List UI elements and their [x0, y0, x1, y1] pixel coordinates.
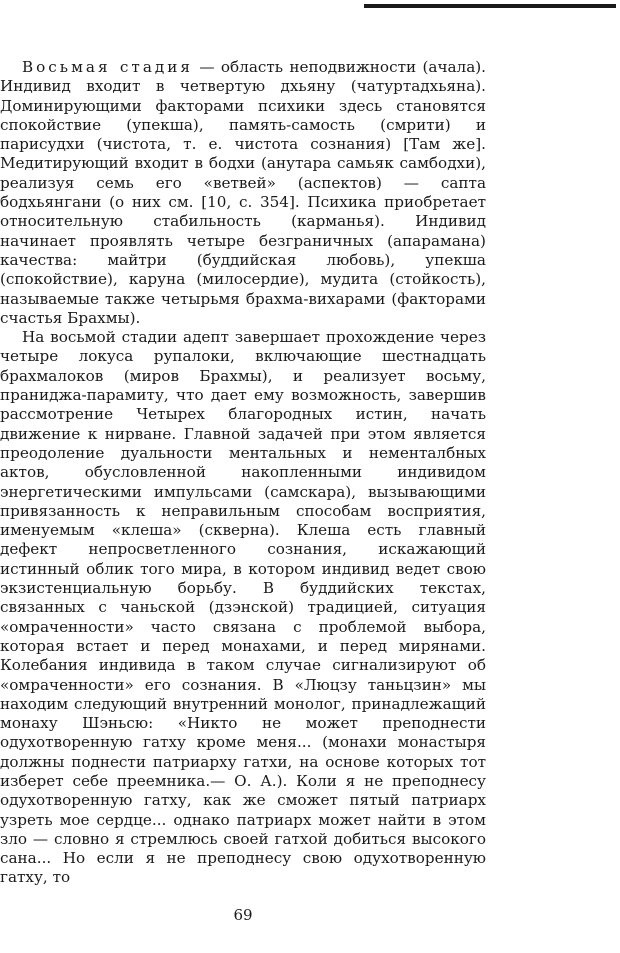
page-body	[0, 58, 486, 888]
paragraph-1	[0, 58, 486, 328]
paragraph-1-text: — область неподвижности (ачала). Индивид входит в четвертую дхьяну (чатуртадхьяна). Доминирующими факторами психики здесь становятся спокойствие (упекша), память-самость (смрити) и парисудхи (чистота, т. е. чистота сознания) [Там же]. Медитирующий входит в бодхи (анутара самьяк самбодхи), реализуя семь его «ветвей» (аспектов) — сапта бодхьянгани (о них см. [10, с. 354]. Психика приобретает относительную стабильность (карманья). Индивид начинает проявлять четыре безграничных (апарамана) качества: майтри (буддийская любовь), упекша (спокойствие), каруна (милосердие), мудита (стойкость), называемые также четырьмя брахма-вихарами (факторами счастья Брахмы).	[0, 58, 487, 327]
header-rule	[364, 4, 616, 8]
page-number: 69	[233, 906, 253, 924]
paragraph-2: На восьмой стадии адепт завершает прохождение через четыре локуса рупалоки, включающие шестнадцать брахмалоков (миров Брахмы), и реализует восьму, праниджа-парамиту, что дает ему возможность, завершив рассмотрение Четырех благородных истин, начать движение к нирване. Главной задачей при этом является преодоление дуальности ментальных и нементалбных актов, обусловленной накопленными индивидом энергетическими импульсами (самскара), вызывающими привязанность к неправильным способам восприятия, именуемым «клеша» (скверна). Клеша есть главный дефект непросветленного сознания, искажающий истинный облик того мира, в котором индивид ведет свою экзистенциальную борьбу. В буддийских текстах, связанных с чаньской (дзэнской) традицией, ситуация «омраченности» часто связана с проблемой выбора, которая встает и перед монахами, и перед мирянами. Колебания индивида в таком случае сигнализируют об «омраченности» его сознания. В «Люцзу таньцзин» мы находим следующий внутренний монолог, принадлежащий монаху Шэньсю: «Никто не может преподнести одухотворенную гатху кроме меня... (монахи монастыря должны поднести патриарху гатхи, на основе которых тот изберет себе преемника.— О. А.). Коли я не преподнесу одухотворенную гатху, как же сможет пятый патриарх узреть мое сердце... однако патриарх может найти в этом зло — словно я стремлюсь своей гатхой добиться высокого сана... Но если я не преподнесу свою одухотворенную гатху, то	[0, 328, 486, 887]
paragraph-1-spaced-lead: Восьмая стадия	[22, 58, 193, 76]
